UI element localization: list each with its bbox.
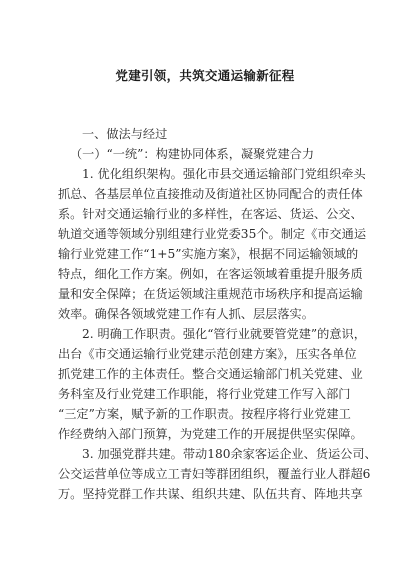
paragraph-line: 抓党建工作的主体责任。整合交通运输部门机关党建、业 — [58, 367, 363, 381]
paragraph-line: 量和安全保障；在货运领域注重规范市场秩序和提高运输 — [58, 287, 363, 301]
paragraph-line: 特点，细化工作方案。例如，在客运领域着重提升服务质 — [58, 267, 363, 281]
section-heading: 一、做法与经过 — [82, 127, 168, 141]
paragraph-line: 3. 加强党群共建。带动180余家客运企业、货运公司、 — [82, 447, 377, 461]
paragraph-line: 2. 明确工作职责。强化“管行业就要管党建”的意识， — [82, 327, 366, 341]
paragraph-line: 出台《市交通运输行业党建示范创建方案》，压实各单位 — [58, 347, 357, 361]
paragraph-line: 效率。确保各领域党建工作有人抓、层层落实。 — [58, 307, 314, 321]
paragraph-line: 1. 优化组织架构。强化市县交通运输部门党组织牵头 — [82, 167, 366, 181]
subsection-heading: （一）“一统”：构建协同体系，凝聚党建合力 — [70, 147, 315, 161]
paragraph-line: 万。坚持党群工作共谋、组织共建、队伍共育、阵地共享 — [58, 487, 363, 501]
document-title: 党建引领，共筑交通运输新征程 — [115, 68, 295, 83]
paragraph-line: 务科室及行业党建工作职能，将行业党建工作写入部门 — [58, 387, 351, 401]
paragraph-line: 抓总、各基层单位直接推动及街道社区协同配合的责任体 — [58, 187, 363, 201]
paragraph-line: 轨道交通等领域分别组建行业党委35个。制定《市交通运 — [58, 227, 367, 241]
paragraph-line: 系。针对交通运输行业的多样性，在客运、货运、公交、 — [58, 207, 363, 221]
paragraph-line: “三定”方案，赋予新的工作职责。按程序将行业党建工 — [58, 407, 351, 421]
paragraph-line: 输行业党建工作“1+5”实施方案》，根据不同运输领域的 — [58, 247, 359, 261]
paragraph-line: 公交运营单位等成立工青妇等群团组织，覆盖行业人群超6 — [58, 467, 371, 481]
paragraph-line: 作经费纳入部门预算，为党建工作的开展提供坚实保障。 — [58, 427, 363, 441]
